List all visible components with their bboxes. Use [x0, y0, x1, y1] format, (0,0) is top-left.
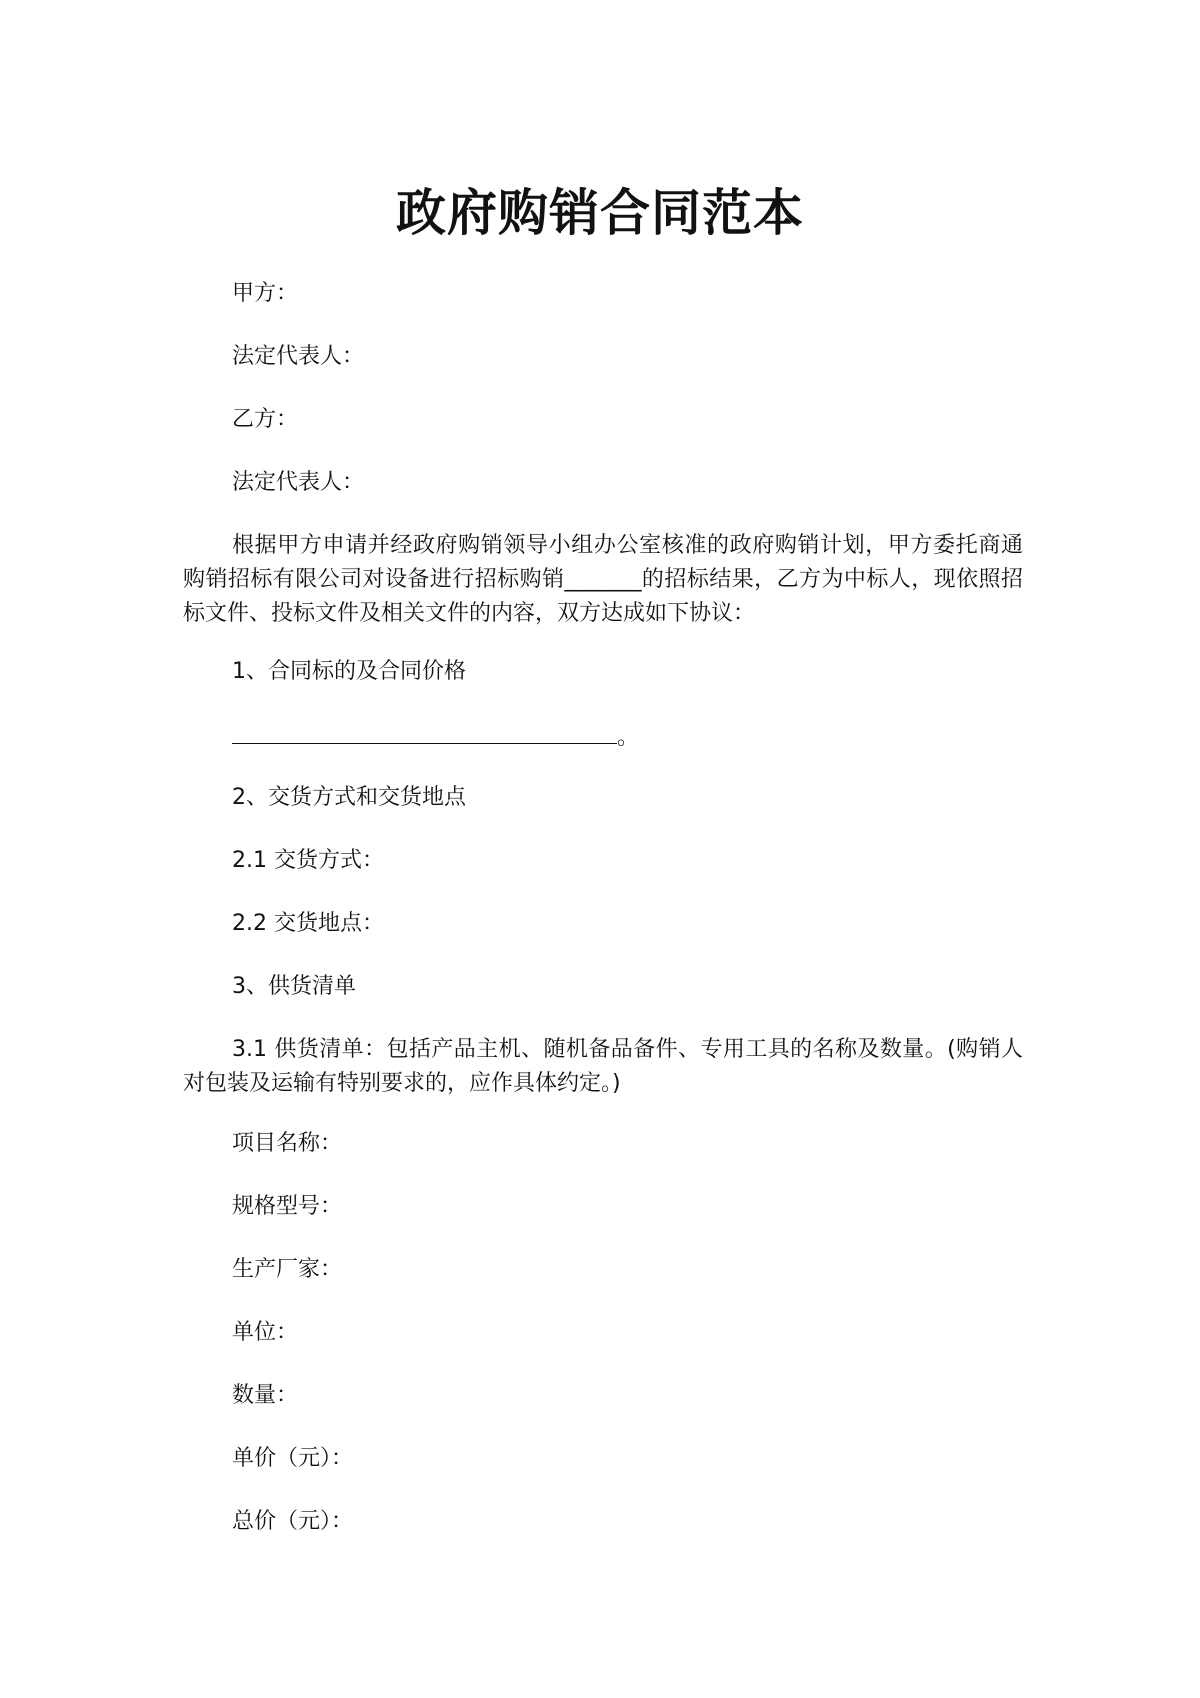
section-2-1-delivery-method: 2.1 交货方式： — [232, 848, 384, 873]
field-model-spec: 规格型号： — [232, 1194, 343, 1219]
document-title: 政府购销合同范本 — [396, 184, 804, 242]
section-1-blank-line — [232, 717, 639, 755]
section-2-2-delivery-location: 2.2 交货地点： — [232, 911, 384, 936]
blank-line-end-mark: 。 — [617, 725, 640, 750]
field-unit-price: 单价（元）： — [232, 1446, 354, 1471]
fill-in-blank — [232, 717, 617, 744]
section-1-heading: 1、合同标的及合同价格 — [232, 659, 466, 684]
party-a-label: 甲方： — [232, 281, 299, 306]
party-a-representative-label: 法定代表人： — [232, 344, 365, 369]
party-b-representative-label: 法定代表人： — [232, 470, 365, 495]
section-3-1-supply-list: 3.1 供货清单：包括产品主机、随机备品备件、专用工具的名称及数量。(购销人对包装及运输有特别要求的，应作具体约定。) — [183, 1037, 1023, 1096]
field-quantity: 数量： — [232, 1383, 299, 1408]
intro-paragraph: 根据甲方申请并经政府购销领导小组办公室核准的政府购销计划，甲方委托商通购销招标有限公司对设备进行招标购销_______的招标结果，乙方为中标人，现依照招标文件、投标文件及相关文件的内容，双方达成如下协议： — [183, 533, 1023, 626]
section-2-heading: 2、交货方式和交货地点 — [232, 785, 466, 810]
party-b-label: 乙方： — [232, 407, 299, 432]
field-manufacturer: 生产厂家： — [232, 1257, 343, 1282]
field-unit: 单位： — [232, 1320, 299, 1345]
field-total-price: 总价（元）： — [232, 1509, 354, 1534]
section-3-heading: 3、供货清单 — [232, 974, 356, 999]
field-project-name: 项目名称： — [232, 1131, 343, 1156]
